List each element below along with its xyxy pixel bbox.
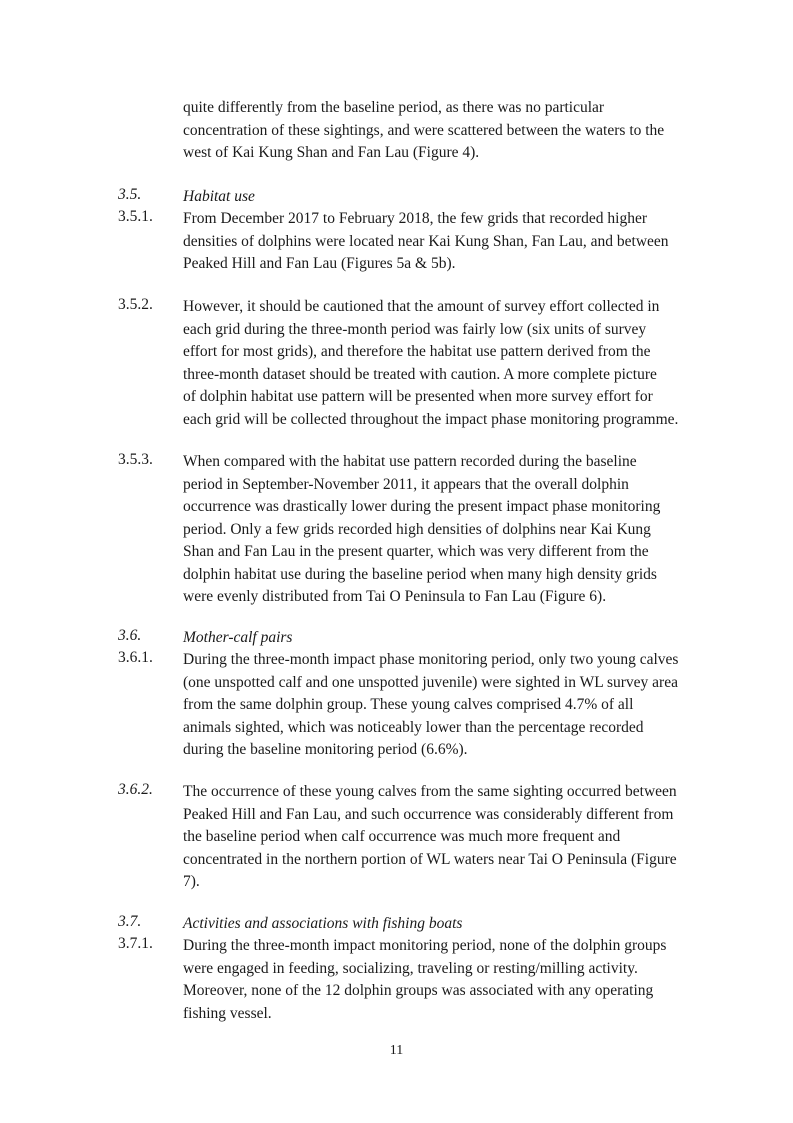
continuation-paragraph	[118, 97, 708, 165]
paragraph-number: 3.6.2.	[118, 781, 153, 798]
section-heading-3-5	[118, 186, 708, 209]
section-title: Mother-calf pairs	[183, 629, 293, 646]
paragraph-text: The occurrence of these young calves from the same sighting occurred between Peaked Hill and Fan Lau, and such occurrence was considerably different from the baseline period when calf occurrence was much more frequent and concentrated in the northern portion of WL waters near Tai O Peninsula (Figure 7).	[183, 783, 677, 890]
section-number: 3.5.	[118, 186, 142, 203]
paragraph-number: 3.5.1.	[118, 208, 153, 225]
paragraph-3-7-1	[118, 935, 708, 1025]
paragraph-number: 3.5.2.	[118, 296, 153, 313]
paragraph-text: When compared with the habitat use pattern recorded during the baseline period in September-November 2011, it appears that the overall dolphin occurrence was drastically lower during the present impact phase monitoring period. Only a few grids recorded high densities of dolphins near Kai Kung Shan and Fan Lau in the present quarter, which was very different from the dolphin habitat use during the baseline period when many high density grids were evenly distributed from Tai O Peninsula to Fan Lau (Figure 6).	[183, 453, 661, 605]
paragraph-number: 3.6.1.	[118, 649, 153, 666]
page-number: 11	[389, 1043, 404, 1058]
section-number: 3.7.	[118, 913, 142, 930]
paragraph-text: During the three-month impact monitoring period, none of the dolphin groups were engaged in feeding, socializing, traveling or resting/milling activity. Moreover, none of the 12 dolphin groups was associated with any operating fishing vessel.	[183, 937, 667, 1022]
paragraph-3-6-2	[118, 781, 708, 894]
paragraph-3-6-1	[118, 649, 708, 762]
paragraph-text: From December 2017 to February 2018, the few grids that recorded higher densities of dolphins were located near Kai Kung Shan, Fan Lau, and between Peaked Hill and Fan Lau (Figures 5a & 5b).	[183, 210, 669, 272]
section-heading-3-7	[118, 913, 708, 936]
section-heading-3-6	[118, 627, 708, 650]
paragraph-3-5-2	[118, 296, 708, 431]
paragraph-text: quite differently from the baseline period, as there was no particular concentration of these sightings, and were scattered between the waters to the west of Kai Kung Shan and Fan Lau (Figure 4).	[183, 99, 665, 161]
section-title: Habitat use	[183, 188, 255, 205]
paragraph-number: 3.5.3.	[118, 451, 153, 468]
paragraph-text: During the three-month impact phase monitoring period, only two young calves (one unspotted calf and one unspotted juvenile) were sighted in WL survey area from the same dolphin group. These young calves comprised 4.7% of all animals sighted, which was noticeably lower than the percentage recorded during the baseline monitoring period (6.6%).	[183, 651, 679, 758]
paragraph-3-5-1	[118, 208, 708, 276]
paragraph-3-5-3	[118, 451, 708, 609]
paragraph-text: However, it should be cautioned that the amount of survey effort collected in each grid during the three-month period was fairly low (six units of survey effort for most grids), and therefore the habitat use pattern derived from the three-month dataset should be treated with caution. A more complete picture of dolphin habitat use pattern will be presented when more survey effort for each grid will be collected throughout the impact phase monitoring programme.	[183, 298, 679, 428]
paragraph-number: 3.7.1.	[118, 935, 153, 952]
section-title: Activities and associations with fishing boats	[183, 915, 463, 932]
section-number: 3.6.	[118, 627, 142, 644]
